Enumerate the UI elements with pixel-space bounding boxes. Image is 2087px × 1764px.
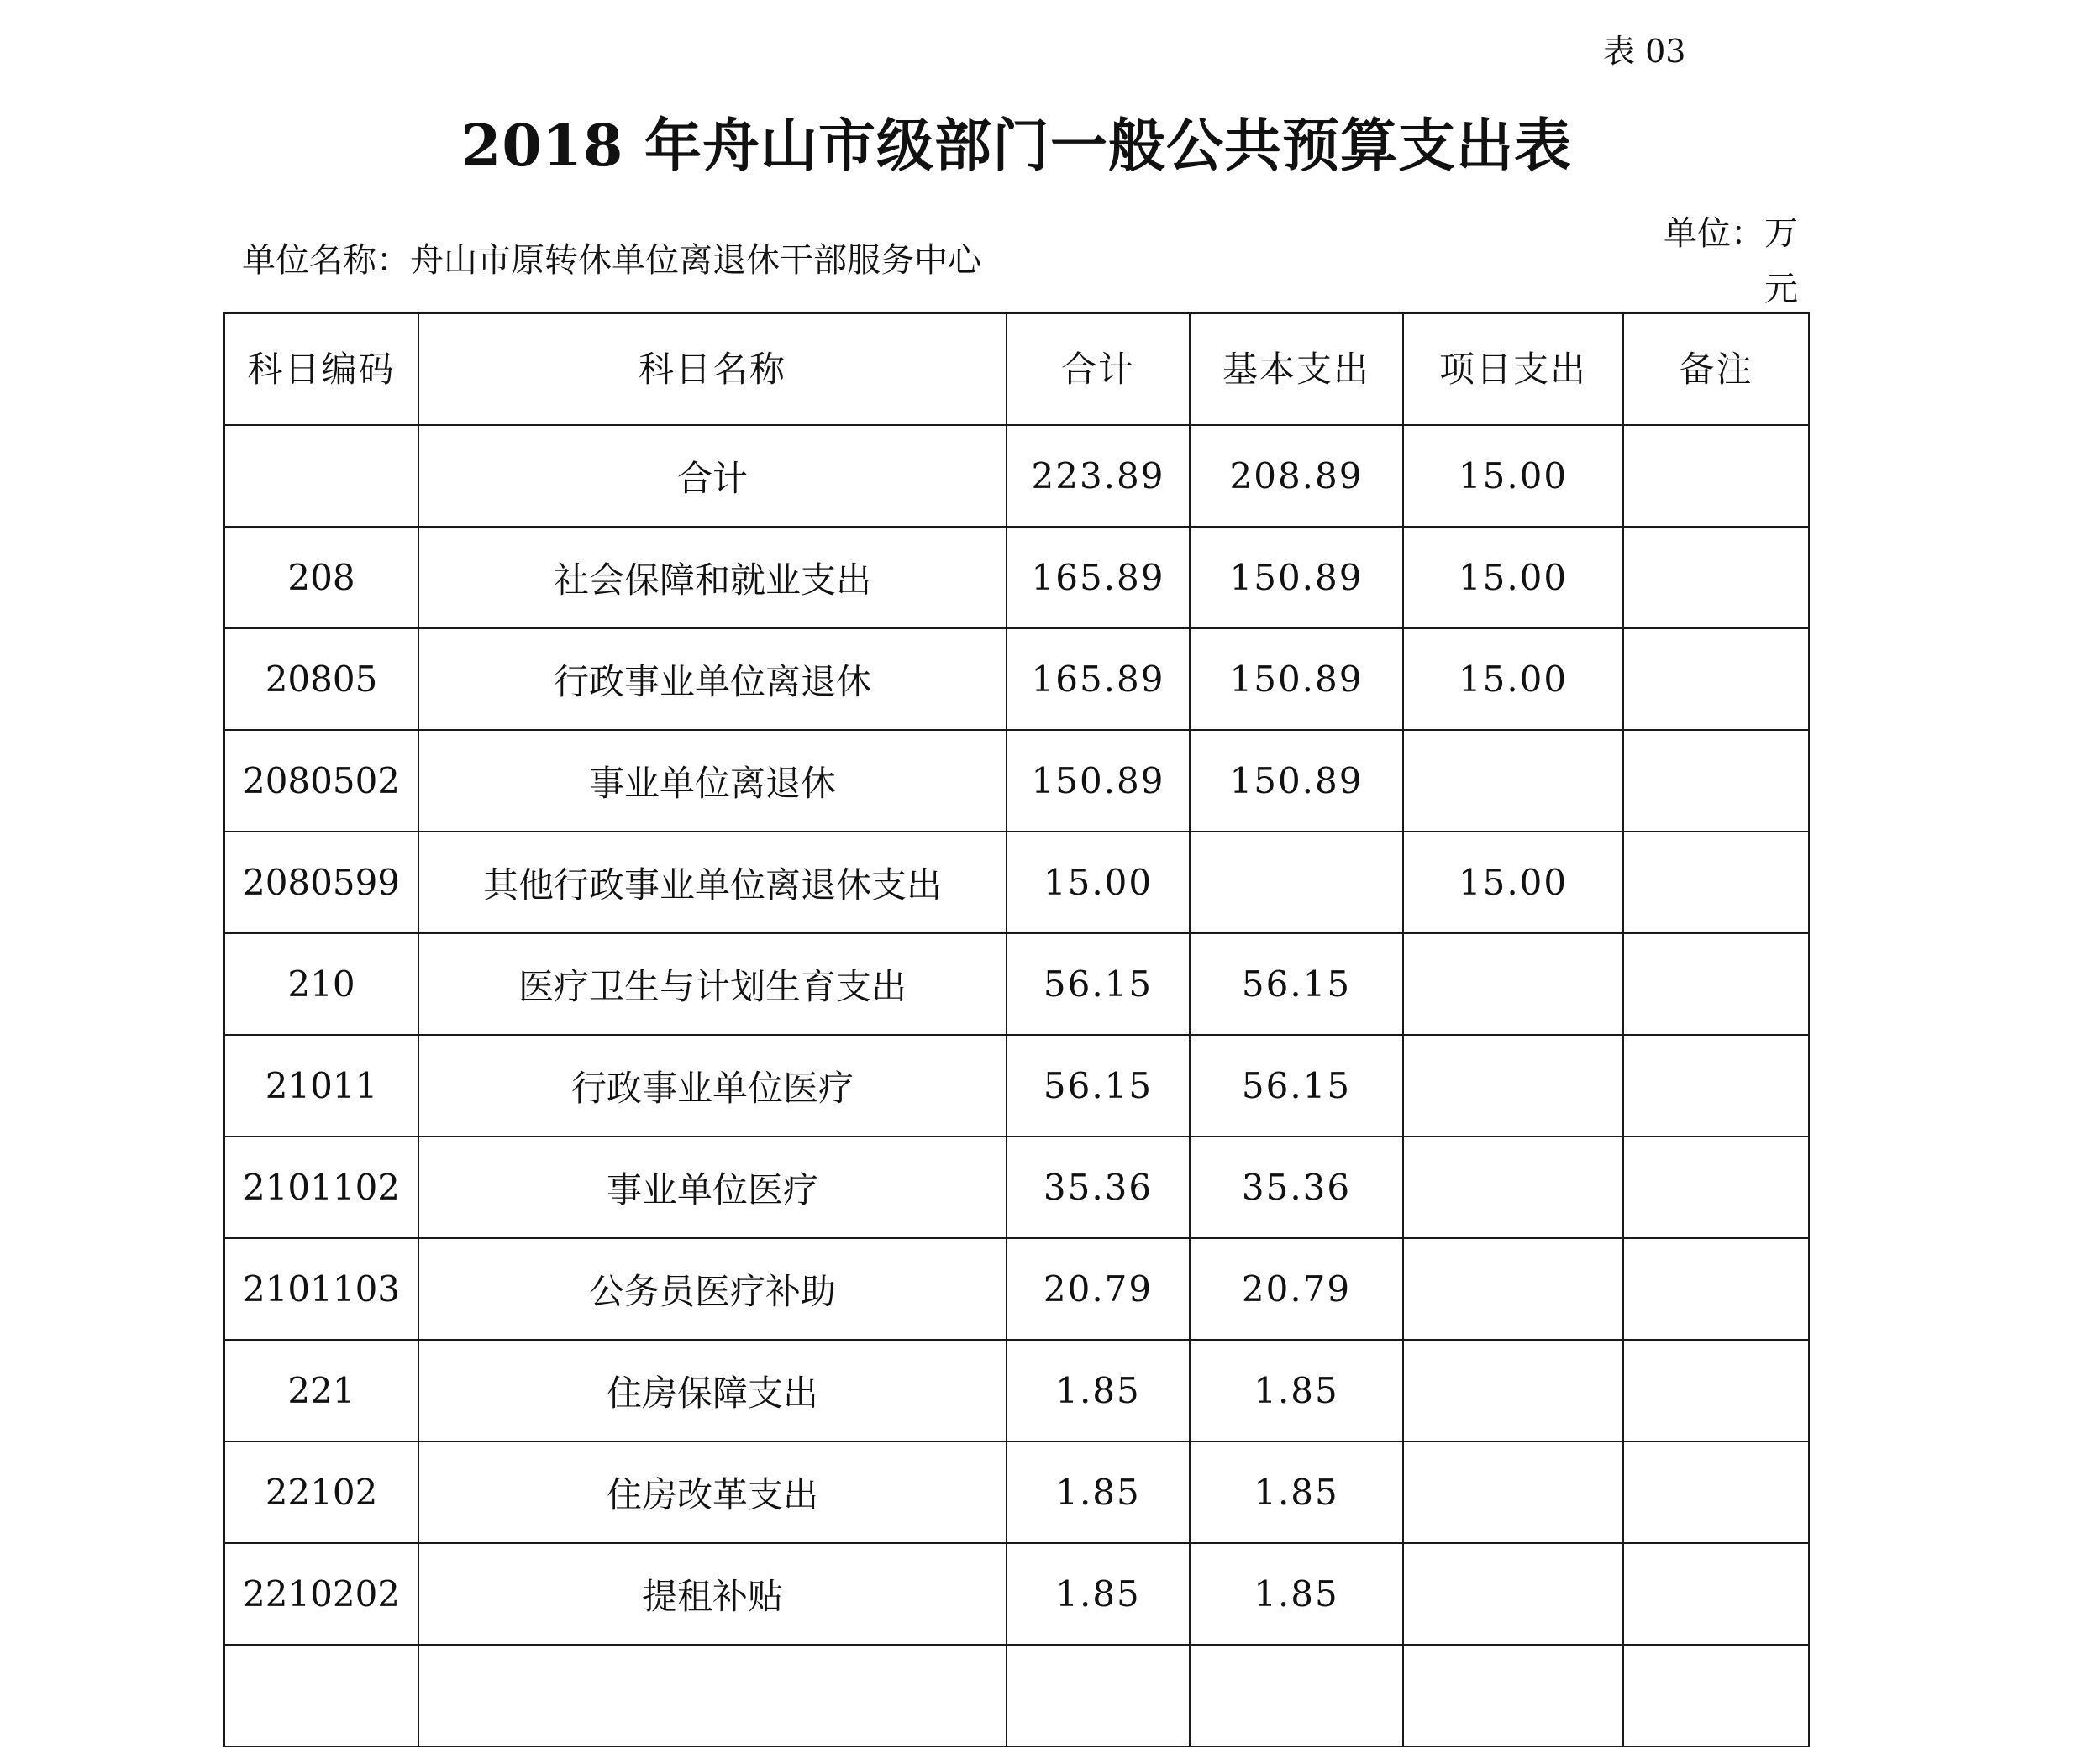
cell-project: 15.00 [1403,628,1623,730]
table-row [224,1340,1809,1441]
cell-code: 2080502 [224,730,418,832]
table-row [224,1543,1809,1645]
cell-project: 15.00 [1403,425,1623,527]
unit-name: 单位名称：舟山市原转休单位离退休干部服务中心 [242,241,981,280]
cell-total: 1.85 [1007,1543,1190,1645]
table-header-row [224,313,1809,425]
table-row [224,1441,1809,1543]
cell-total: 165.89 [1007,527,1190,628]
header-note: 备注 [1623,313,1809,425]
header-total: 合计 [1007,313,1190,425]
table-row [224,1137,1809,1238]
table-row-empty [224,1645,1809,1746]
cell-code: 21011 [224,1035,418,1137]
budget-table [223,312,1810,1747]
cell-total: 15.00 [1007,832,1190,933]
cell-basic: 56.15 [1190,1035,1403,1137]
cell-name: 住房改革支出 [418,1441,1007,1543]
table-row [224,1238,1809,1340]
cell-total: 165.89 [1007,628,1190,730]
header-basic: 基本支出 [1190,313,1403,425]
cell-name: 住房保障支出 [418,1340,1007,1441]
cell-code [224,425,418,527]
cell-code: 2101103 [224,1238,418,1340]
cell-note [1623,628,1809,730]
cell-basic: 150.89 [1190,730,1403,832]
table-row [224,933,1809,1035]
header-name: 科日名称 [418,313,1007,425]
cell-project: 15.00 [1403,832,1623,933]
cell-basic [1190,1645,1403,1746]
cell-name: 事业单位离退休 [418,730,1007,832]
page-title: 2018 年舟山市级部门一般公共预算支出表 [461,113,1572,180]
cell-name: 行政事业单位离退休 [418,628,1007,730]
cell-note [1623,832,1809,933]
cell-total [1007,1645,1190,1746]
cell-note [1623,1035,1809,1137]
cell-basic: 20.79 [1190,1238,1403,1340]
table-body [224,425,1809,1746]
cell-note [1623,1543,1809,1645]
cell-basic: 1.85 [1190,1543,1403,1645]
header-code: 科日编码 [224,313,418,425]
cell-note [1623,527,1809,628]
cell-project [1403,1543,1623,1645]
table-row [224,425,1809,527]
cell-code: 22102 [224,1441,418,1543]
cell-note [1623,1441,1809,1543]
cell-basic: 56.15 [1190,933,1403,1035]
cell-name: 提租补贴 [418,1543,1007,1645]
cell-total: 56.15 [1007,1035,1190,1137]
cell-project [1403,730,1623,832]
cell-name: 公务员医疗补助 [418,1238,1007,1340]
cell-project [1403,1340,1623,1441]
cell-project [1403,1035,1623,1137]
cell-project [1403,1645,1623,1746]
cell-name: 事业单位医疗 [418,1137,1007,1238]
cell-basic: 1.85 [1190,1441,1403,1543]
unit-label: 单位：万元 [1664,214,1798,308]
cell-code: 221 [224,1340,418,1441]
table-row [224,1035,1809,1137]
table-row [224,527,1809,628]
cell-code: 2210202 [224,1543,418,1645]
cell-name: 行政事业单位医疗 [418,1035,1007,1137]
cell-project [1403,1441,1623,1543]
cell-total: 223.89 [1007,425,1190,527]
cell-total: 20.79 [1007,1238,1190,1340]
cell-code: 20805 [224,628,418,730]
cell-note [1623,730,1809,832]
cell-name: 医疗卫生与计划生育支出 [418,933,1007,1035]
cell-basic [1190,832,1403,933]
table-number: 表 03 [1603,33,1686,70]
cell-total: 35.36 [1007,1137,1190,1238]
cell-project: 15.00 [1403,527,1623,628]
cell-name: 合计 [418,425,1007,527]
cell-name: 社会保障和就业支出 [418,527,1007,628]
table-row [224,628,1809,730]
cell-project [1403,1238,1623,1340]
cell-note [1623,1645,1809,1746]
cell-name: 其他行政事业单位离退休支出 [418,832,1007,933]
cell-name [418,1645,1007,1746]
cell-note [1623,1340,1809,1441]
cell-code [224,1645,418,1746]
cell-total: 56.15 [1007,933,1190,1035]
table-row [224,730,1809,832]
cell-basic: 35.36 [1190,1137,1403,1238]
table-row [224,832,1809,933]
cell-total: 1.85 [1007,1340,1190,1441]
cell-note [1623,425,1809,527]
cell-basic: 1.85 [1190,1340,1403,1441]
cell-total: 1.85 [1007,1441,1190,1543]
cell-basic: 208.89 [1190,425,1403,527]
cell-code: 208 [224,527,418,628]
cell-code: 2101102 [224,1137,418,1238]
cell-note [1623,1238,1809,1340]
cell-basic: 150.89 [1190,628,1403,730]
cell-project [1403,933,1623,1035]
header-project: 项日支出 [1403,313,1623,425]
cell-code: 210 [224,933,418,1035]
cell-code: 2080599 [224,832,418,933]
cell-note [1623,933,1809,1035]
cell-total: 150.89 [1007,730,1190,832]
cell-basic: 150.89 [1190,527,1403,628]
cell-note [1623,1137,1809,1238]
cell-project [1403,1137,1623,1238]
